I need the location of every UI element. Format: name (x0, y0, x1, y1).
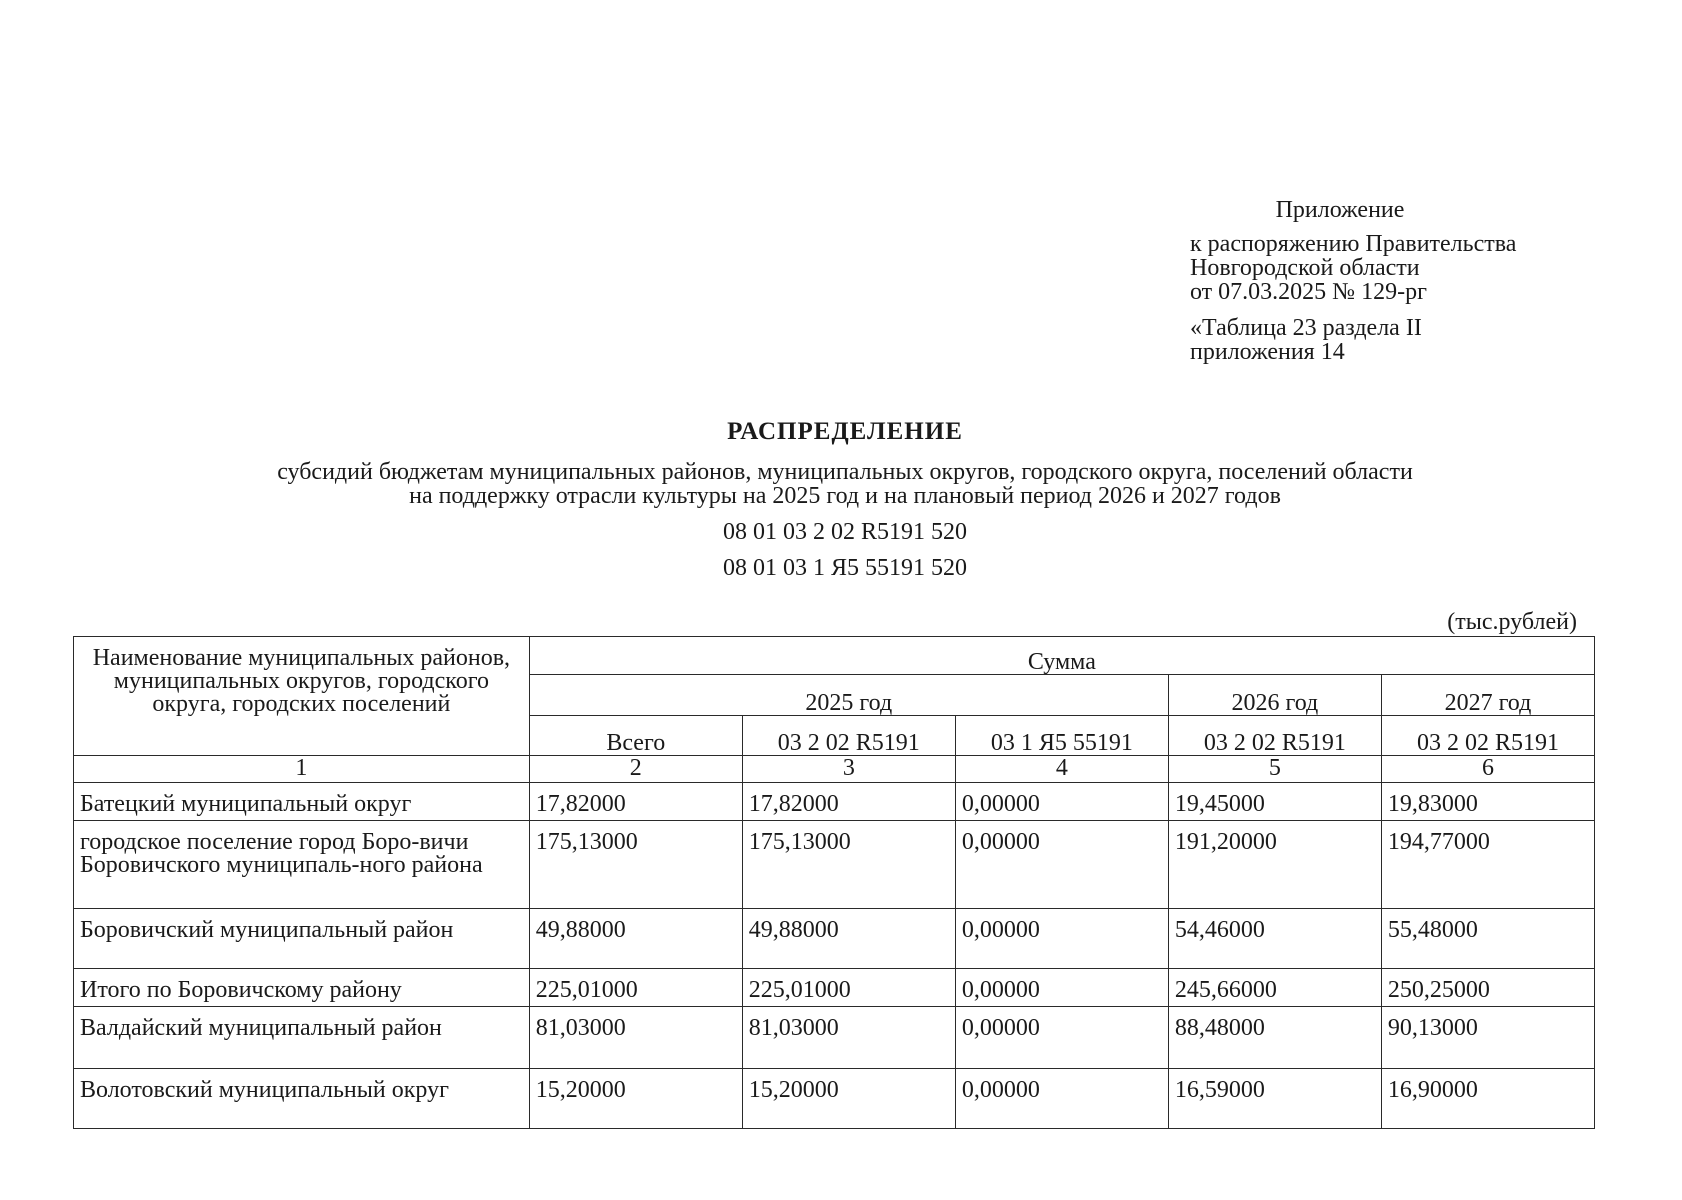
row-2026: 19,45000 (1168, 783, 1381, 821)
column-number: 2 (529, 756, 742, 783)
row-total: 49,88000 (529, 909, 742, 969)
column-number: 1 (74, 756, 530, 783)
row-name: Итого по Боровичскому району (74, 969, 530, 1007)
row-2025-ya5: 0,00000 (955, 1007, 1168, 1069)
document-title: РАСПРЕДЕЛЕНИЕ (727, 418, 963, 445)
row-name: Батецкий муниципальный округ (74, 783, 530, 821)
document-subtitle-line: на поддержку отрасли культуры на 2025 год и на плановый период 2026 и 2027 годов (409, 483, 1281, 509)
row-2025-ya5: 0,00000 (955, 1069, 1168, 1129)
row-2025-ya5: 0,00000 (955, 783, 1168, 821)
header-col-2025-ya5: 03 1 Я5 55191 (955, 715, 1168, 755)
table-row (74, 783, 1595, 821)
column-number: 4 (955, 756, 1168, 783)
row-2026: 54,46000 (1168, 909, 1381, 969)
appendix-block (1190, 198, 1630, 376)
header-name: Наименование муниципальных районов, муниципальных округов, городского округа, городских поселений (74, 637, 530, 756)
table-row (74, 909, 1595, 969)
row-name: Боровичский муниципальный район (74, 909, 530, 969)
table-row (74, 821, 1595, 909)
row-total: 17,82000 (529, 783, 742, 821)
appendix-order-reference (1190, 232, 1630, 304)
header-col-total: Всего (529, 715, 742, 755)
row-2026: 191,20000 (1168, 821, 1381, 909)
row-2027: 19,83000 (1381, 783, 1594, 821)
appendix-title: Приложение (1275, 197, 1405, 223)
row-2025-ya5: 0,00000 (955, 909, 1168, 969)
header-sum: Сумма (529, 637, 1594, 675)
appendix-table-line: приложения 14 (1190, 339, 1345, 365)
header-year-2025: 2025 год (529, 675, 1168, 715)
header-col-2026: 03 2 02 R5191 (1168, 715, 1381, 755)
appendix-order-line: от 07.03.2025 № 129-рг (1190, 279, 1427, 305)
budget-code: 08 01 03 2 02 R5191 520 (722, 519, 967, 545)
column-number: 6 (1381, 756, 1594, 783)
row-2025-r5191: 225,01000 (742, 969, 955, 1007)
row-name: Валдайский муниципальный район (74, 1007, 530, 1069)
column-number-row (74, 756, 1595, 783)
row-2027: 194,77000 (1381, 821, 1594, 909)
row-2027: 16,90000 (1381, 1069, 1594, 1129)
row-2025-r5191: 15,20000 (742, 1069, 955, 1129)
appendix-order-line: Новгородской области (1190, 255, 1420, 281)
budget-code: 08 01 03 1 Я5 55191 520 (722, 555, 967, 581)
row-2025-r5191: 17,82000 (742, 783, 955, 821)
row-2025-r5191: 49,88000 (742, 909, 955, 969)
row-2026: 16,59000 (1168, 1069, 1381, 1129)
unit-label: (тыс.рублей) (1447, 609, 1577, 635)
header-year-2026: 2026 год (1168, 675, 1381, 715)
appendix-order-line: к распоряжению Правительства (1190, 231, 1517, 257)
table-row (74, 1069, 1595, 1129)
row-name: Волотовский муниципальный округ (74, 1069, 530, 1129)
row-2025-r5191: 175,13000 (742, 821, 955, 909)
row-total: 175,13000 (529, 821, 742, 909)
header-year-2027: 2027 год (1381, 675, 1594, 715)
column-number: 5 (1168, 756, 1381, 783)
row-2027: 90,13000 (1381, 1007, 1594, 1069)
row-2026: 88,48000 (1168, 1007, 1381, 1069)
distribution-table (73, 636, 1595, 1129)
row-2027: 55,48000 (1381, 909, 1594, 969)
row-name: городское поселение город Боро-вичи Боровичского муниципаль-ного района (74, 821, 530, 909)
row-2025-r5191: 81,03000 (742, 1007, 955, 1069)
row-2025-ya5: 0,00000 (955, 969, 1168, 1007)
appendix-table-line: «Таблица 23 раздела II (1190, 315, 1422, 341)
document-subtitle-line: субсидий бюджетам муниципальных районов, муниципальных округов, городского округа, поселений области (277, 459, 1413, 485)
header-col-2027: 03 2 02 R5191 (1381, 715, 1594, 755)
row-2027: 250,25000 (1381, 969, 1594, 1007)
row-total: 225,01000 (529, 969, 742, 1007)
header-col-2025-r5191: 03 2 02 R5191 (742, 715, 955, 755)
row-2025-ya5: 0,00000 (955, 821, 1168, 909)
row-total: 15,20000 (529, 1069, 742, 1129)
row-2026: 245,66000 (1168, 969, 1381, 1007)
column-number: 3 (742, 756, 955, 783)
appendix-table-reference (1190, 316, 1630, 364)
row-total: 81,03000 (529, 1007, 742, 1069)
table-row-subtotal (74, 969, 1595, 1007)
table-row (74, 1007, 1595, 1069)
document-header (60, 418, 1630, 580)
